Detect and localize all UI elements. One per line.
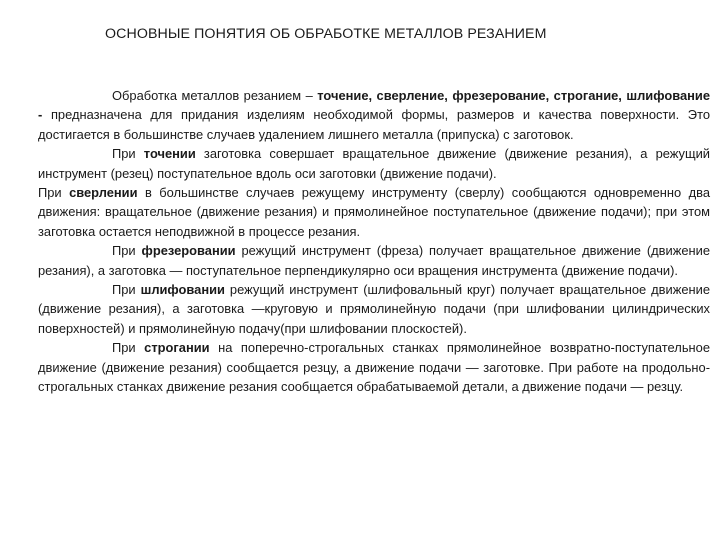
grinding-term: шлифовании bbox=[140, 282, 225, 298]
drilling-lead: При bbox=[38, 185, 70, 201]
planing-term: строгании bbox=[144, 340, 210, 356]
milling-lead: При bbox=[112, 243, 142, 259]
paragraph-grinding bbox=[38, 280, 710, 338]
paragraph-milling bbox=[38, 241, 710, 280]
turning-term: точении bbox=[143, 146, 196, 162]
paragraph-drilling bbox=[38, 183, 710, 241]
drilling-term: сверлении bbox=[69, 185, 138, 201]
page-title: ОСНОВНЫЕ ПОНЯТИЯ ОБ ОБРАБОТКЕ МЕТАЛЛОВ РЕЗАНИЕМ bbox=[105, 26, 547, 42]
planing-rest: на поперечно-строгальных станках прямолинейное возвратно-поступательное движение (движение резания) сообщается резцу, а движение подачи — заготовке. При работе на продольно-строгальных станках движение резания сообщается обрабатываемой детали, а движение подачи — резцу. bbox=[38, 340, 710, 395]
planing-lead: При bbox=[112, 340, 145, 356]
text-body bbox=[38, 86, 710, 397]
grinding-rest: режущий инструмент (шлифовальный круг) получает вращательное движение (движение резания), а заготовка —круговую и прямолинейную подачи (при шлифовании цилиндрических поверхностей) и прямолинейную подачу(при шлифовании плоскостей). bbox=[38, 282, 710, 336]
paragraph-planing bbox=[38, 338, 710, 396]
milling-rest: режущий инструмент (фреза) получает вращательное движение (движение резания), а заготовка — поступательное перпендикулярно оси вращения инструмента (движение подачи). bbox=[38, 243, 710, 278]
intro-lead: Обработка металлов резанием – bbox=[112, 88, 318, 103]
paragraph-intro bbox=[38, 86, 710, 144]
milling-term: фрезеровании bbox=[141, 243, 236, 259]
grinding-lead: При bbox=[112, 282, 141, 298]
intro-rest: предназначена для придания изделиям необходимой формы, размеров и качества поверхности. Это достигается в большинстве случаев удалением лишнего металла (припуска) с заготовок. bbox=[38, 107, 710, 142]
turning-rest: заготовка совершает вращательное движение (движение резания), а режущий инструмент (резец) поступательное вдоль оси заготовки (движение подачи). bbox=[38, 146, 710, 181]
turning-lead: При bbox=[112, 146, 144, 162]
intro-methods: точение, сверление, фрезерование, строгание, шлифование - bbox=[38, 88, 710, 123]
drilling-rest: в большинстве случаев режущему инструменту (сверлу) сообщаются одновременно два движения: вращательное (движение резания) и прямолинейное поступательное (движение подачи); при этом заготовка остается неподвижной в процессе резания. bbox=[38, 185, 710, 239]
paragraph-turning bbox=[38, 144, 710, 183]
